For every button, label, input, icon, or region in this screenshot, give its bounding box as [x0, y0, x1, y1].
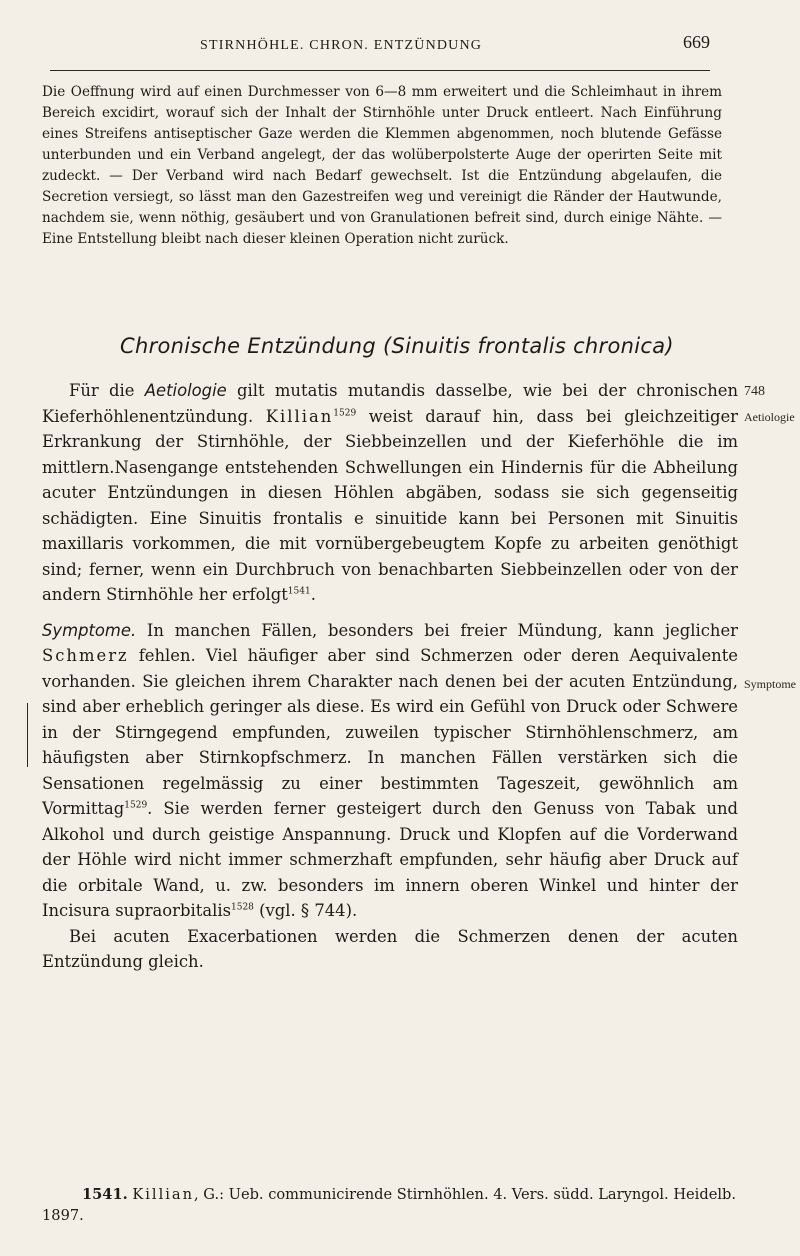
margin-note-symptome: Symptome — [744, 677, 797, 691]
emphasized-word: Schmerz — [42, 646, 129, 665]
footnote — [42, 1184, 738, 1226]
footnote-author: Killian — [132, 1186, 195, 1203]
symptome-paragraph-2: Bei acuten Exacerbationen werden die Schmerzen denen der acuten Entzündung gleich. — [42, 926, 738, 971]
aetiologie-paragraph: Für die Aetiologie gilt mutatis mutandis dasselbe, wie bei der chronischen Kieferhöhlenentzündung. Killian$^{1529}$ weist darauf hin, dass bei gleichzeitiger Erkrankung der Stirnhöhle, der Siebbeinzellen und der Kieferhöhle die im mittlern.Nasengange entstehenden Schwellungen ein Hindernis für die Abheilung acuter Entzündungen in diesen Höhlen abgäben, sodass sie sich gegenseitig schädigten. Eine Sinuitis frontalis e sinuitide kann bei Personen mit Sinuitis maxillaris vorkommen, die mit vornübergebeugtem Kopfe zu arbeiten genöthigt sind; ferner, wenn ein Durchbruch von benachbarten Siebbeinzellen oder von der andern Stirnhöhle her erfolgt$^{1541}$. — [42, 381, 739, 604]
section-number: 748 — [744, 384, 765, 399]
reference-marker: 1529 — [333, 408, 357, 419]
page-number: 669 — [683, 32, 710, 52]
margin-note-aetiologie: Aetiologie — [744, 410, 795, 424]
running-header — [200, 32, 710, 62]
header-rule — [50, 70, 710, 71]
chapter-title: Chronische Entzündung (Sinuitis frontalis chronica) — [120, 334, 674, 358]
footnote-text: , G.: Ueb. communicirende Stirnhöhlen. 4. Vers. südd. Laryngol. Heidelb. 1897. — [42, 1186, 736, 1224]
reference-marker: 1541 — [287, 586, 311, 597]
margin-line — [27, 703, 28, 767]
symptome-heading: Symptome. — [42, 620, 137, 640]
author-name: Killian — [265, 406, 334, 426]
footnote-number: 1541. — [82, 1186, 128, 1203]
main-text — [42, 378, 738, 975]
intro-text: Die Oeffnung wird auf einen Durchmesser von 6—8 mm erweitert und die Schleimhaut in ihrem Bereich excidirt, worauf sich der Inhalt der Stirnhöhle unter Druck entleert. Nach Einführung eines Streifens antiseptischer Gaze werden die Klemmen abgenommen, noch blutende Gefässe unterbunden und ein Verband angelegt, der das wolüberpolsterte Auge der operirten Seite mit zudeckt. — Der Verband wird nach Bedarf gewechselt. Ist die Entzündung abgelaufen, die Secretion versiegt, so lässt man den Gazestreifen weg und vereinigt die Ränder der Hautwunde, nachdem sie, wenn nöthig, gesäubert und von Granulationen befreit sind, durch einige Nähte. — Eine Entstellung bleibt nach dieser kleinen Operation nicht zurück. — [42, 84, 722, 247]
reference-marker: 1529 — [124, 800, 148, 811]
reference-marker: 1528 — [231, 902, 254, 913]
running-title: STIRNHÖHLE. CHRON. ENTZÜNDUNG — [200, 38, 483, 53]
intro-paragraph — [42, 82, 722, 250]
aetiologie-heading: Aetiologie — [144, 381, 227, 400]
symptome-paragraph: Symptome. In manchen Fällen, besonders bei freier Mündung, kann jeglicher Schmerz fehlen. Viel häufiger aber sind Schmerzen oder deren Aequivalente vorhanden. Sie gleichen ihrem Charakter nach denen bei der acuten Entzündung, sind aber erheblich geringer als diese. Es wird ein Gefühl von Druck oder Schwere in der Stirngegend empfunden, zuweilen typischer Stirnhöhlenschmerz, am häufigsten aber Stirnkopfschmerz. In manchen Fällen verstärken sich die Sensationen regelmässig zu einer bestimmten Tageszeit, gewöhnlich am Vormittag$^{1529}$. Sie werden ferner gesteigert durch den Genuss von Tabak und Alkohol und durch geistige Anspannung. Druck und Klopfen auf die Vorderwand der Höhle wird nicht immer schmerzhaft empfunden, sehr häufig aber Druck auf die orbitale Wand, u. zw. besonders im innern oberen Winkel und hinter der Incisura supraorbitalis$^{1528}$ (vgl. § 744). — [42, 620, 738, 920]
